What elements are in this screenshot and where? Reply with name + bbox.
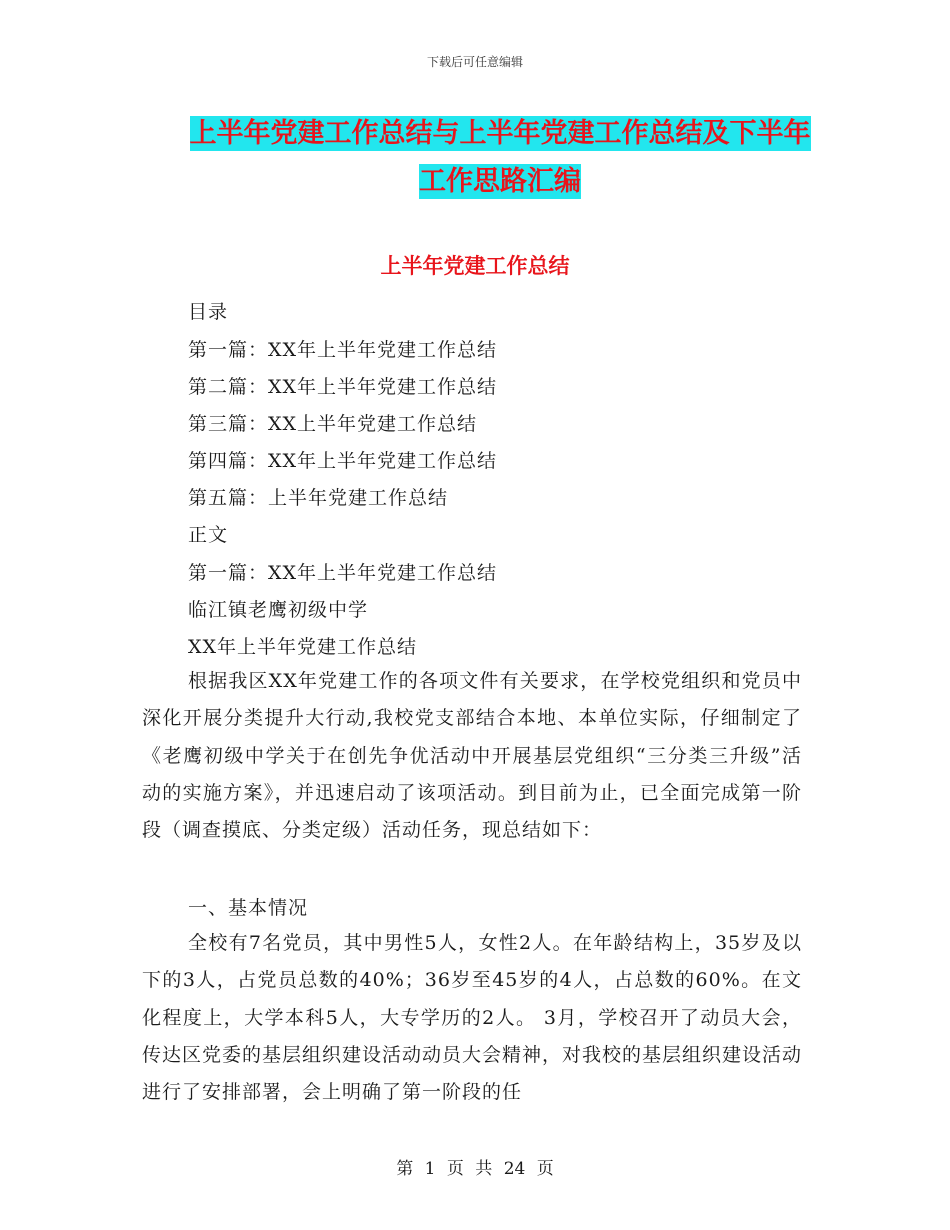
report-title: XX年上半年党建工作总结 [188,636,418,658]
header-note: 下载后可任意编辑 [426,55,523,69]
toc-item-3: 第三篇：XX上半年党建工作总结 [188,413,478,435]
chapter-title: 第一篇：XX年上半年党建工作总结 [188,562,498,584]
section-heading-basic-info: 一、基本情况 [188,897,309,919]
toc-heading: 目录 [188,301,229,323]
intro-paragraph: 根据我区XX年党建工作的各项文件有关要求，在学校党组织和党员中深化开展分类提升大行动,我校党支部结合本地、本单位实际，仔细制定了《老鹰初级中学关于在创先争优活动中开展基层党组织“三分类三升级”活动的实施方案》，并迅速启动了该项活动。到目前为止，已全面完成第一阶段（调查摸底、分类定级）活动任务，现总结如下： [142,670,802,842]
document-title-line-1: 上半年党建工作总结与上半年党建工作总结及下半年 [189,118,811,149]
section-title: 上半年党建工作总结 [380,254,570,278]
document-title [140,110,860,206]
toc-item-1: 第一篇：XX年上半年党建工作总结 [188,339,498,361]
toc-item-4: 第四篇：XX年上半年党建工作总结 [188,450,498,472]
basic-info-paragraph: 全校有7名党员，其中男性5人，女性2人。在年龄结构上，35岁及以下的3人，占党员总数的40%；36岁至45岁的4人，占总数的60%。在文化程度上，大学本科5人，大专学历的2人。 3月，学校召开了动员大会，传达区党委的基层组织建设活动动员大会精神，对我校的基层组织建设活动进行了安排部署，会上明确了第一阶段的任 [142,932,803,1104]
page-number: 第 1 页 共 24 页 [396,1159,554,1179]
document-title-line-2: 工作思路汇编 [419,166,581,197]
body-heading: 正文 [188,524,229,546]
school-name: 临江镇老鹰初级中学 [188,599,369,621]
toc-item-2: 第二篇：XX年上半年党建工作总结 [188,376,498,398]
toc-item-5: 第五篇：上半年党建工作总结 [188,487,449,509]
